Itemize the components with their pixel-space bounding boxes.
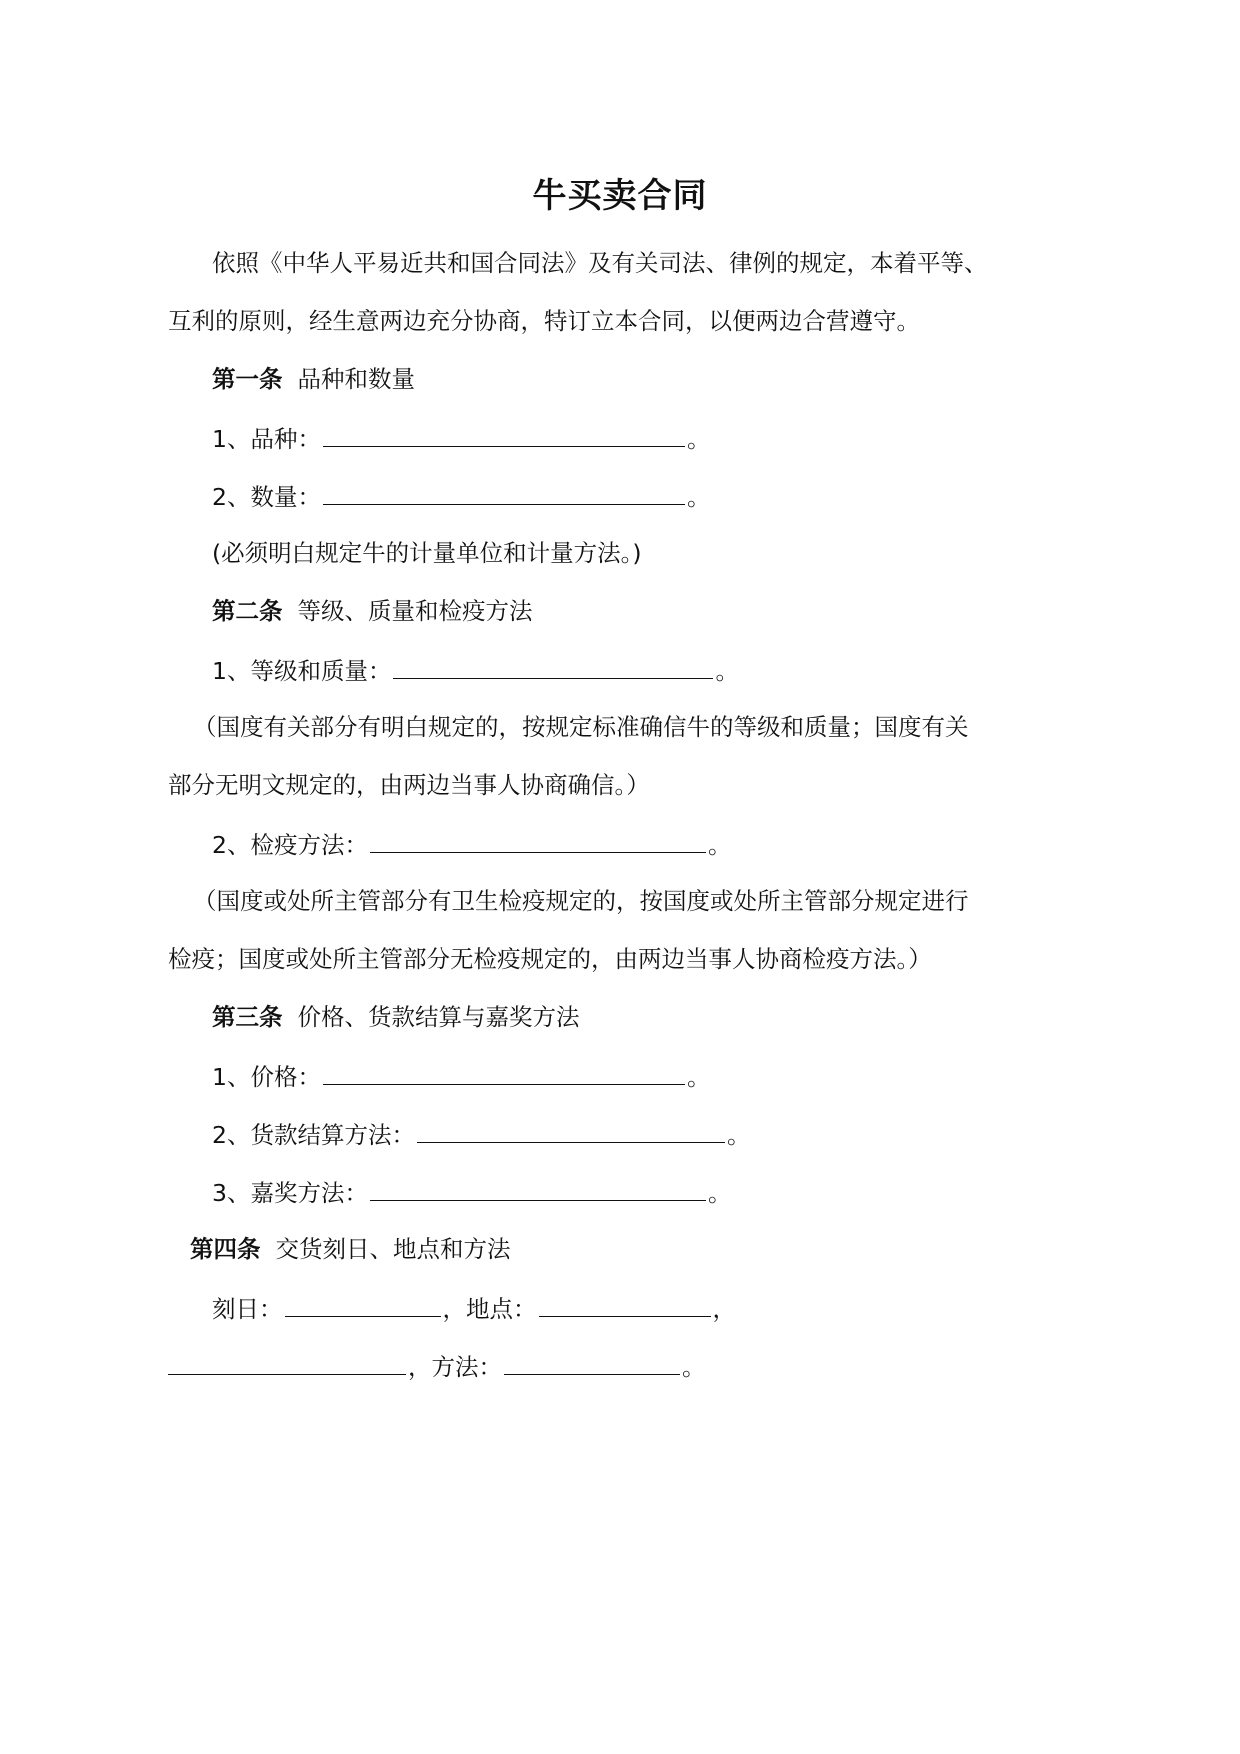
reward-method-label: 3、嘉奖方法： [212,1179,368,1207]
article-3-number: 第三条 [212,1003,283,1031]
grade-quality-label: 1、等级和质量： [212,657,392,685]
end-mark: 。 [682,1353,706,1381]
quarantine-method-field [212,826,731,862]
article-1-heading [212,362,415,396]
article-1-title: 品种和数量 [297,365,415,393]
payment-method-field [212,1116,750,1152]
comma-mark: ， [712,1295,736,1323]
end-mark: 。 [715,657,739,685]
grade-quality-field [212,652,739,688]
end-mark: 。 [686,1063,711,1091]
article-4-number: 第四条 [190,1235,261,1263]
grade-quality-blank[interactable] [393,652,713,679]
price-label: 1、价格： [212,1063,321,1091]
article-3-heading [212,1000,579,1034]
article-2-heading [212,594,532,628]
delivery-place-label: ，地点： [442,1295,537,1323]
article-4-heading [190,1232,510,1266]
price-field [212,1058,710,1094]
article-3-title: 价格、货款结算与嘉奖方法 [297,1003,580,1031]
end-mark: 。 [686,425,711,453]
payment-method-blank[interactable] [417,1116,725,1143]
quantity-field [212,478,710,514]
article-1-note: (必须明白规定牛的计量单位和计量方法。) [212,539,642,567]
article-4-title: 交货刻日、地点和方法 [275,1235,511,1263]
quantity-blank[interactable] [323,478,685,505]
delivery-place-blank-continued[interactable] [168,1348,406,1375]
delivery-method-blank[interactable] [504,1348,680,1375]
end-mark: 。 [707,1179,732,1207]
article-2-note-2-line-2: 检疫；国度或处所主管部分无检疫规定的，由两边当事人协商检疫方法。） [168,945,932,973]
article-2-note-1-line-1: （国度有关部分有明白规定的，按规定标准确信牛的等级和质量；国度有关 [193,713,969,741]
article-2-title: 等级、质量和检疫方法 [297,597,533,625]
payment-method-label: 2、货款结算方法： [212,1121,415,1149]
article-2-number: 第二条 [212,597,283,625]
delivery-method-field [168,1348,706,1384]
variety-blank[interactable] [323,420,685,447]
delivery-date-place-field [212,1290,736,1326]
delivery-date-blank[interactable] [285,1290,441,1317]
delivery-place-blank[interactable] [539,1290,711,1317]
delivery-method-label: ，方法： [408,1353,502,1381]
quantity-label: 2、数量： [212,483,321,511]
end-mark: 。 [707,831,732,859]
variety-label: 1、品种： [212,425,321,453]
variety-field [212,420,710,456]
article-2-note-2-line-1: （国度或处所主管部分有卫生检疫规定的，按国度或处所主管部分规定进行 [193,887,969,915]
quarantine-method-blank[interactable] [370,826,706,853]
article-1-number: 第一条 [212,365,283,393]
reward-method-field [212,1174,731,1210]
end-mark: 。 [686,483,711,511]
quarantine-method-label: 2、检疫方法： [212,831,368,859]
intro-line-1: 依照《中华人平易近共和国合同法》及有关司法、律例的规定，本着平等、 [212,249,988,277]
end-mark: 。 [726,1121,751,1149]
reward-method-blank[interactable] [370,1174,706,1201]
intro-line-2: 互利的原则，经生意两边充分协商，特订立本合同，以便两边合营遵守。 [168,307,920,335]
document-title: 牛买卖合同 [532,176,708,216]
article-2-note-1-line-2: 部分无明文规定的，由两边当事人协商确信。） [168,771,650,799]
price-blank[interactable] [323,1058,685,1085]
delivery-date-label: 刻日： [212,1295,283,1323]
